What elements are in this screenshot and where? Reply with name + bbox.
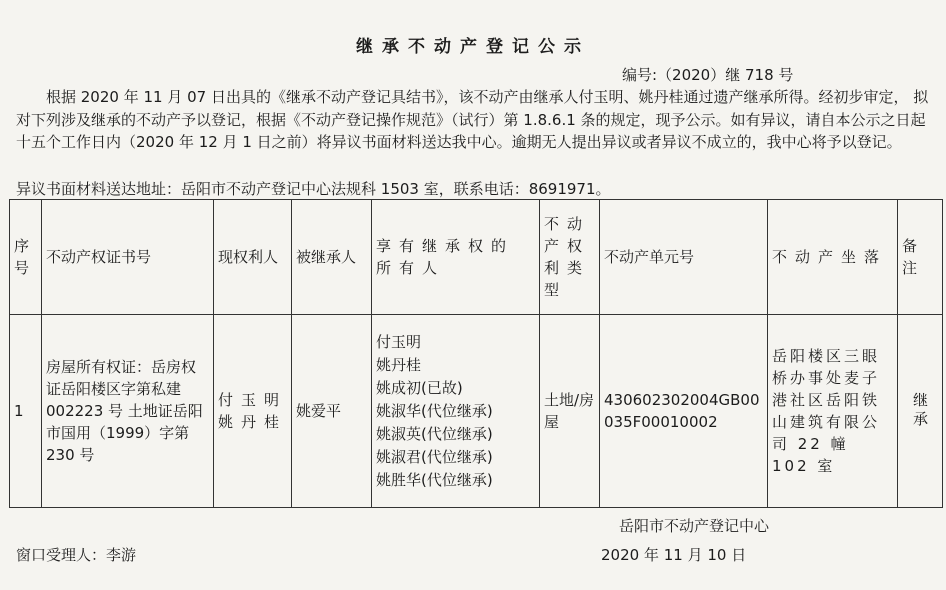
document-number: 编号:（2020）继 718 号 [622,66,794,84]
cell-deceased: 姚爱平 [292,315,372,508]
header-unit: 不动产单元号 [600,200,768,315]
property-table [9,199,943,508]
note-text: 继承 [911,392,929,430]
header-cert: 不动产权证书号 [42,200,214,315]
header-holder: 现权利人 [214,200,292,315]
cell-note [898,315,943,508]
page-title: 继承不动产登记公示 [356,37,590,57]
heir-item: 姚成初(已故) [376,378,463,397]
objection-address: 异议书面材料送达地址：岳阳市不动产登记中心法规科 1503 室，联系电话：8691971。 [16,180,611,198]
signature-date: 2020 年 11 月 10 日 [601,546,747,564]
header-type: 不动产权利类型 [540,200,600,315]
cell-heirs [372,315,540,508]
cell-type: 土地/房屋 [540,315,600,508]
header-note: 备注 [898,200,943,315]
header-seq: 序号 [10,200,42,315]
cell-cert: 房屋所有权证：岳房权证岳阳楼区字第私建 002223 号 土地证岳阳市国用（1999）字第 230 号 [42,315,214,508]
cell-seq: 1 [10,315,42,508]
header-heirs: 享有继承权的所有人 [372,200,540,315]
heir-item: 姚淑君(代位继承) [376,447,493,466]
notice-paragraph [16,86,934,154]
heir-item: 姚淑英(代位继承) [376,424,493,443]
table-header-row [10,200,943,315]
cell-location: 岳阳楼区三眼桥办事处麦子港社区岳阳铁山建筑有限公司 22 幢 102 室 [768,315,898,508]
heir-item: 姚胜华(代位继承) [376,470,493,489]
header-deceased: 被继承人 [292,200,372,315]
table-row [10,315,943,508]
heir-item: 姚丹桂 [376,355,422,374]
header-location: 不动产坐落 [768,200,898,315]
notice-paragraph-text: 根据 2020 年 11 月 07 日出具的《继承不动产登记具结书》，该不动产由继承人付玉明、姚丹桂通过遗产继承所得。经初步审定， 拟对下列涉及继承的不动产予以登记，根据《不动产登记操作规范》（试行）第 1.8.6.1 条的规定，现予公示。如有异议，请自本公示之日起十五个工作日内（2020 年 12 月 1 日之前）将异议书面材料送达我中心。逾期无人提出异议或者异议不成立的，我中心将予以登记。 [16,88,929,151]
cell-unit: 430602302004GB00035F00010002 [600,315,768,508]
heir-item: 付玉明 [376,332,422,351]
cell-holder: 付玉明 姚丹桂 [214,315,292,508]
window-receiver: 窗口受理人：李游 [16,546,137,564]
heir-item: 姚淑华(代位继承) [376,401,493,420]
signature-organization: 岳阳市不动产登记中心 [619,517,770,535]
